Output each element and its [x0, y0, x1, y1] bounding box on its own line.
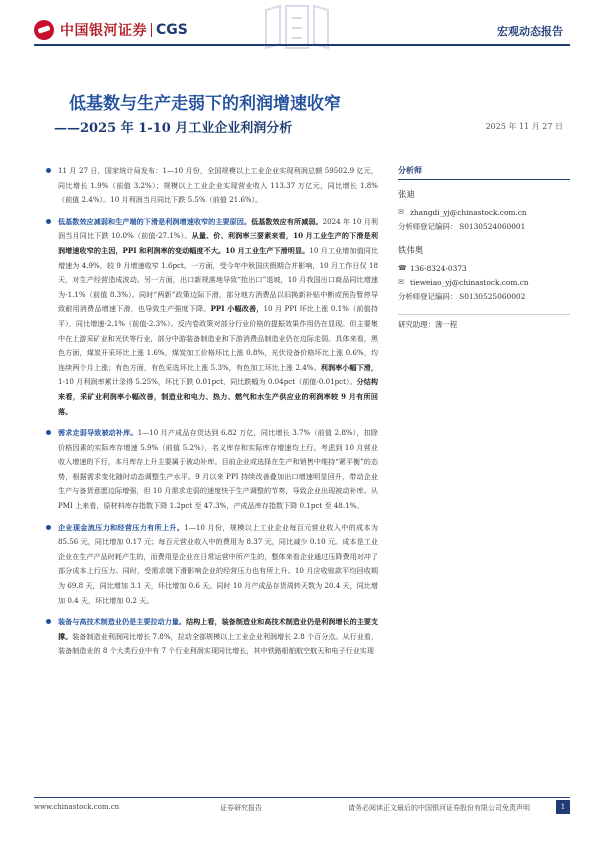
registration-label: 分析师登记编码： — [398, 291, 458, 301]
body-paragraph — [58, 215, 378, 419]
analyst-name: 铁伟奥 — [398, 245, 424, 255]
bold-text: 分结构来看，采矿业利润率小幅改善，制造业和电力、热力、燃气和水生产供应业的利润率较 9 月有所回落。 — [58, 377, 378, 416]
email-icon: ✉ — [398, 208, 404, 216]
registration-code: S0130524060001 — [459, 221, 526, 231]
paragraph-text — [58, 164, 378, 208]
paragraph-lead: 需求走弱导致被动补库。 — [58, 428, 138, 438]
brand-logo — [34, 20, 188, 40]
bold-text: 利润率小幅下滑， — [320, 362, 378, 372]
page-number: 1 — [556, 800, 570, 814]
analyst-name: 张迪 — [398, 189, 415, 199]
analyst-card — [398, 188, 570, 232]
body-paragraph — [58, 521, 378, 609]
bullet-icon — [46, 168, 51, 173]
bullet-icon — [46, 525, 51, 530]
report-body — [58, 164, 378, 666]
bold-text: PPI 小幅改善， — [210, 304, 264, 314]
footer-rule — [34, 797, 570, 798]
brand-name-en: CGS — [156, 22, 188, 38]
paragraph-text — [58, 215, 378, 419]
bold-text: 从量、价、利润率三要素来看，10 月工业生产的下滑是利润增速收窄的主因，PPI 和利润率的变动幅度不大。10 月工业生产下滑明显。 — [58, 231, 379, 255]
bullet-icon — [46, 619, 51, 624]
report-date: 2025 年 11 月 27 日 — [485, 122, 563, 131]
body-text: 10 月工业增加值同比增速为 4.9%，较 9 月增速收窄 1.6pct。一方面，受今年中秋国庆假期合并影响，10 月工作日仅 18 天，对生产经营造成波动。另一方面，出口新规落地导致“抢出口”退坡，10 月我国出口商品同比增速为-1.1%（前值 8.3%）。同时“两新”政策边际下滑，部分地方消费品以旧换新补贴中断或预告暂停导致耐用消费品增速下滑，也导致生产强度下降。 — [58, 245, 379, 314]
paragraph-text — [58, 521, 378, 609]
sidebar-heading: 分析师 — [398, 165, 570, 180]
body-paragraph — [58, 426, 378, 514]
email-icon: ✉ — [398, 278, 404, 286]
body-text: 1—10 月份，规模以上工业企业每百元营业收入中的成本为 85.56 元，同比增加 0.17 元；每百元营业收入中的费用为 8.37 元，同比减少 0.10 元。成本是工业企业在生产产品时耗产生的，而费用是企业在日常运营中所产生的，整体来看企业通过压降费用对冲了部分成本上行压力。同时，受需求端下滑影响企业的经营压力也有所上升。10 月应收账款平均回收期为 69.8 天，同比增加 3.1 天，环比增加 0.6 天。同时 10 月产成品存货周转天数为 20.4 天，同比增加 0.4 天，环比增加 0.2 天。 — [58, 522, 379, 605]
research-assistant: 研究助理：薄一程 — [398, 314, 570, 330]
analyst-email-row — [398, 276, 570, 288]
footer-website-link[interactable]: www.chinastock.com.cn — [34, 803, 120, 811]
paragraph-lead: 企业现金流压力和经营压力有所上升。 — [58, 522, 185, 532]
brand-name-cn: 中国银河证券 — [60, 23, 147, 39]
report-subtitle: ——2025 年 1-10 月工业企业利润分析 — [54, 121, 293, 136]
phone-icon: ☎ — [398, 264, 407, 272]
header-rule — [34, 44, 570, 46]
registration-label: 分析师登记编码： — [398, 221, 458, 231]
brand-separator — [151, 23, 152, 37]
analyst-phone: 136-8324-0373 — [410, 263, 467, 273]
body-text: 1-10 月利润率累计录得 5.25%，环比下跌 0.01pct，同比跌幅为 0.04pct（前值-0.01pct）。 — [58, 377, 357, 387]
report-title: 低基数与生产走弱下的利润增速收窄 — [69, 94, 341, 114]
analyst-registration-row — [398, 220, 570, 232]
paragraph-lead: 装备与高技术制造业仍是主要拉动力量。 — [58, 617, 187, 627]
analyst-phone-row — [398, 262, 570, 274]
body-text: 2024 年 10 月利润当月同比下跌 10.0%（前值-27.1%）。 — [58, 216, 379, 241]
paragraph-text — [58, 615, 378, 659]
bullet-icon — [46, 430, 51, 435]
paragraph-lead: 低基数效应减弱和生产端的下滑是利润增速收窄的主要原因。 — [58, 216, 252, 226]
registration-code: S0130525060002 — [459, 291, 526, 301]
page-header — [0, 0, 595, 60]
bold-text: 结构上看，装备制造业和高技术制造业仍是利润增长的主要支撑。 — [58, 617, 379, 641]
analyst-sidebar — [398, 165, 570, 330]
analyst-card — [398, 244, 570, 302]
report-type-label: 宏观动态报告 — [497, 25, 563, 38]
brand-logo-icon — [34, 20, 54, 40]
body-text: 装备制造业利润同比增长 7.8%，拉动全部规模以上工业企业利润增长 2.8 个百分点。从行业看，装备制造业的 8 个大类行业中有 7 个行业利润实现同比增长，其中铁路船舶航空航天和电子行业实现 — [58, 631, 378, 656]
body-text: 10 月 PPI 环比上涨 0.1%（前值持平），同比增速-2.1%（前值-2.3%）。反内卷政策对部分行业价格的提振效果作用仍在显现。但主要集中在上游采矿业和光伏等行业，部分中游装备制造业和下游消费品制造业仍在边际走弱。具体来看，黑色方面，煤炭开采环比上涨 1.6%，煤炭加工价格环比上涨 0.8%，光伏设备价格环比上涨 0.6%，均连续两个月上涨；有色方面，有色采选环比上涨 5.3%，有色加工环比上涨 2.4%。 — [58, 304, 378, 372]
body-paragraph — [58, 164, 378, 208]
body-text: 11 月 27 日，国家统计局发布：1—10 月份，全国规模以上工业企业实现利润总额 59502.9 亿元，同比增长 1.9%（前值 3.2%）；规模以上工业企业实现营业收入 113.37 万亿元，同比增长 1.8%（前值 2.4%）。10 月利润当月同比下跌 5.5%（前值 21.6%）。 — [58, 166, 378, 205]
footer-doc-type: 证券研究报告 — [220, 804, 262, 812]
analyst-email-row — [398, 206, 570, 218]
body-paragraph — [58, 615, 378, 659]
paragraph-text — [58, 426, 378, 514]
bold-text: 低基数效应有所减弱。 — [251, 216, 323, 226]
analyst-email[interactable]: tieweiao_yj@chinastock.com.cn — [410, 277, 529, 287]
page-footer — [34, 800, 570, 816]
footer-disclaimer: 请务必阅读正文最后的中国银河证券股份有限公司免责声明 — [348, 804, 530, 812]
bullet-icon — [46, 219, 51, 224]
analyst-registration-row — [398, 290, 570, 302]
body-text: 1—10 月产成品存货达到 6.82 万亿，同比增长 3.7%（前值 2.8%），扣除价格因素的实际库存增速 5.9%（前值 5.2%），名义库存和实际库存增速均上行。考虑到 10 月营业收入增速的下行，本月库存上升主要属于被动补库。目前企业或选择在生产和销售中维持“紧平衡”的态势，根据需求变化随时动态调整生产水平。9 月以来 PPI 持续改善叠加出口增速明显回升，带动企业生产与备货意愿边际增强，但 10 月需求走弱的速度快于生产调整的节奏，导致企业出现被动补库。从 PMI 上来看，原材料库存指数下降 1.2pct 至 47.3%，产成品库存指数下降 0.1pct 至 48.1%。 — [58, 428, 378, 511]
analyst-email[interactable]: zhangdi_yj@chinastock.com.cn — [410, 207, 527, 217]
